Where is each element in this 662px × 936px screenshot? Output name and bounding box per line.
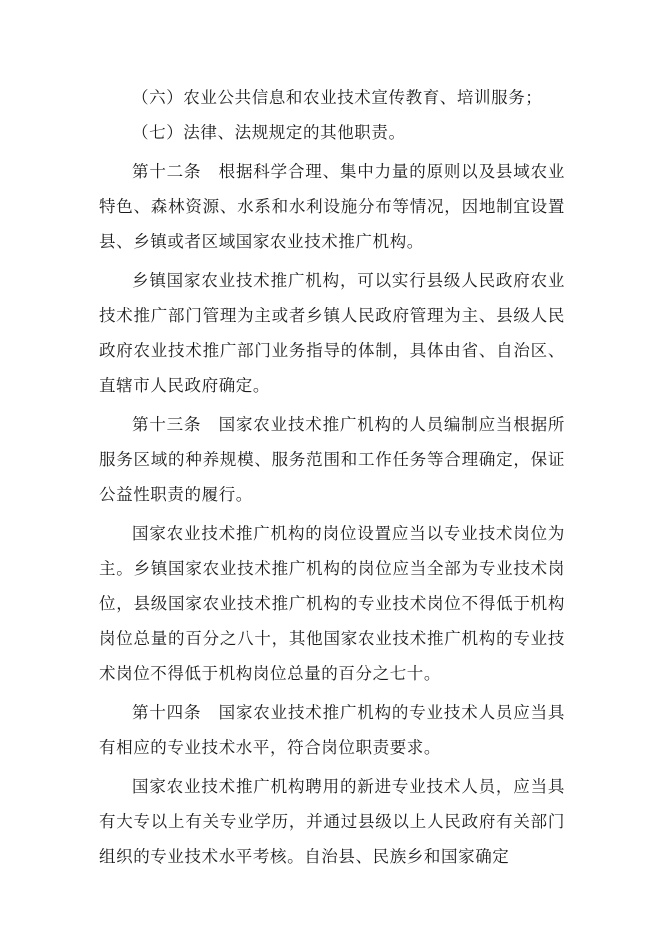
list-item-6: （六）农业公共信息和农业技术宣传教育、培训服务；: [132, 88, 543, 107]
article-12-paragraph-1: 第十二条 根据科学合理、集中力量的原则以及县域农业特色、森林资源、水系和水利设施分布等情况，因地制宜设置县、乡镇或者区域国家农业技术推广机构。: [99, 162, 565, 251]
article-14-paragraph-2: 国家农业技术推广机构聘用的新进专业技术人员，应当具有大专以上有关专业学历，并通过县级以上人民政府有关部门组织的专业技术水平考核。自治县、民族乡和国家确定: [99, 777, 565, 866]
list-item-7: （七）法律、法规规定的其他职责。: [132, 123, 406, 142]
article-14-paragraph-1: 第十四条 国家农业技术推广机构的专业技术人员应当具有相应的专业技术水平，符合岗位职责要求。: [99, 703, 565, 757]
article-13-paragraph-1: 第十三条 国家农业技术推广机构的人员编制应当根据所服务区域的种养规模、服务范围和工作任务等合理确定，保证公益性职责的履行。: [99, 415, 565, 504]
article-13-paragraph-2: 国家农业技术推广机构的岗位设置应当以专业技术岗位为主。乡镇国家农业技术推广机构的岗位应当全部为专业技术岗位，县级国家农业技术推广机构的专业技术岗位不得低于机构岗位总量的百分之八十，其他国家农业技术推广机构的专业技术岗位不得低于机构岗位总量的百分之七十。: [99, 524, 565, 683]
article-12-paragraph-2: 乡镇国家农业技术推广机构，可以实行县级人民政府农业技术推广部门管理为主或者乡镇人民政府管理为主、县级人民政府农业技术推广部门业务指导的体制，具体由省、自治区、直辖市人民政府确定。: [99, 271, 565, 395]
document-body: [99, 80, 565, 874]
